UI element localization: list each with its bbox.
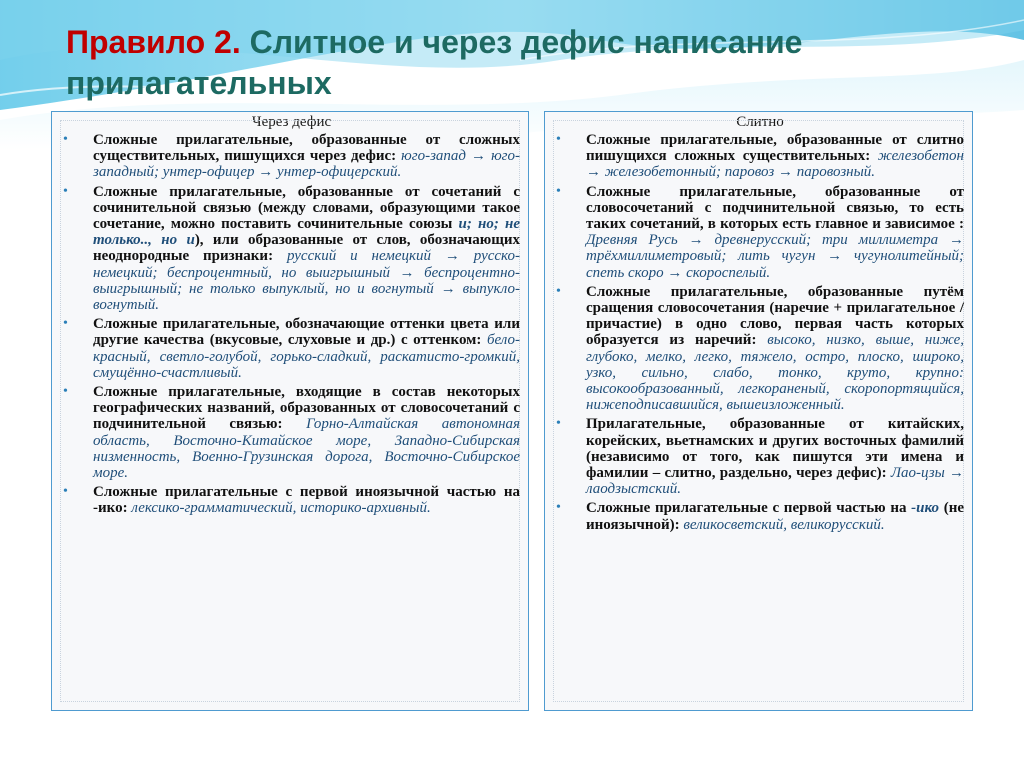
rule-text: Сложные прилагательные, образованные путём сращения словосочетания (наречие + прилагательное / причастие) в одно слово, первая часть которых образуется из наречий: (586, 283, 964, 349)
bullet-icon: • (63, 384, 68, 400)
rule-text: Сложные прилагательные, образованные от сложных существительных, пишущихся через дефис: (93, 132, 520, 165)
page-title (66, 22, 966, 104)
rule-example: юго-запад → юго-западный; унтер-офицер → унтер-офицерский. (93, 148, 520, 181)
rule-example: Горно-Алтайская автономная область, Восточно-Китайское море, Западно-Сибирская низменность, Военно-Грузинская дорога, Восточно-Сибирское море. (93, 416, 521, 482)
rule-text: Сложные прилагательные, обозначающие оттенки цвета или другие качества (вкусовые, слуховые и др.) с оттенком: (93, 316, 520, 349)
bullet-icon: • (63, 484, 68, 500)
rule-item (556, 184, 964, 281)
rule-text: Сложные прилагательные с первой частью на (586, 500, 912, 517)
bullet-icon: • (556, 416, 561, 432)
rule-item (63, 184, 520, 314)
rule-text: Сложные прилагательные, образованные от сочетаний с сочинительной связью (между словами, образующими такое сочетание, можно поставить сочинительные союзы (93, 183, 520, 233)
hyphenated-rules-list (63, 132, 520, 517)
rule-example: -ико (911, 500, 940, 517)
bullet-icon: • (556, 283, 561, 299)
rule-text: Сложные прилагательные с первой иноязычной частью на -ико: (93, 484, 520, 517)
rule-item (63, 132, 520, 181)
hyphenated-panel (51, 111, 529, 711)
rule-item (63, 384, 520, 481)
solid-panel (544, 111, 973, 711)
hyphenated-heading: Через дефис (251, 114, 332, 130)
rule-example: великосветский, великорусский. (683, 516, 885, 533)
rule-example: высоко, низко, выше, ниже, глубоко, мелко, легко, тяжело, остро, плоско, широко, узко, сильно, слабо, тонко, круто, крупно: высокообразованный, легкораненый, скоропортящийся, нижеподписавшийся, вышеизложенный. (586, 332, 964, 414)
rule-text: Прилагательные, образованные от китайских, корейских, вьетнамских и других восточных фамилий (независимо от того, как пишутся эти имена и фамилии – слитно, раздельно, через дефис): (586, 416, 964, 482)
rule-number: Правило 2. (66, 24, 241, 60)
rule-item (63, 316, 520, 381)
bullet-icon: • (556, 132, 561, 147)
rule-text: Сложные прилагательные, входящие в состав некоторых географических названий, образованных от словосочетаний с подчинительной связью: (93, 384, 520, 433)
rule-item (556, 284, 964, 414)
rule-example: Древняя Русь → древнерусский; три миллиметра → трёхмиллиметровый; лить чугун → чугунолитейный; спеть скоро → скороспелый. (586, 232, 964, 281)
rule-example: Лао-цзы → лаодзыстский. (586, 465, 964, 498)
solid-rules-list (556, 132, 964, 533)
rule-item (556, 132, 964, 181)
rule-text: Сложные прилагательные, образованные от словосочетаний с подчинительной связью, то есть таких сочетаний, в которых есть главное и зависимое : (586, 183, 964, 233)
rule-item (556, 416, 964, 497)
rule-title: Слитное и через дефис написание прилагательных (66, 24, 803, 101)
bullet-icon: • (63, 183, 68, 199)
rule-example: русский и немецкий → русско-немецкий; беспроцентный, но выигрышный → беспроцентно-выигрышный; не только выпуклый, но и вогнутый → выпукло-вогнутый. (93, 248, 521, 314)
bullet-icon: • (556, 500, 561, 516)
bullet-icon: • (63, 316, 68, 332)
bullet-icon: • (556, 183, 561, 199)
rule-item (63, 484, 520, 516)
rule-example: лексико-грамматический, историко-архивный. (131, 500, 431, 517)
rule-text: ), или образованные от слов, обозначающих неоднородные признаки: (93, 232, 520, 265)
rule-example: бело-красный, светло-голубой, горько-сладкий, раскатисто-громкий, смущённо-счастливый. (93, 332, 520, 381)
rule-example: железобетон → железобетонный; паровоз → паровозный. (586, 148, 964, 181)
rule-text: (не иноязычной): (586, 500, 965, 533)
solid-heading: Слитно (736, 114, 784, 130)
bullet-icon: • (63, 132, 68, 147)
rule-text: Сложные прилагательные, образованные от слитно пишущихся сложных существительных: (586, 132, 964, 165)
rule-item (556, 500, 964, 532)
rule-example: и; но; не только.., но и (93, 216, 521, 249)
